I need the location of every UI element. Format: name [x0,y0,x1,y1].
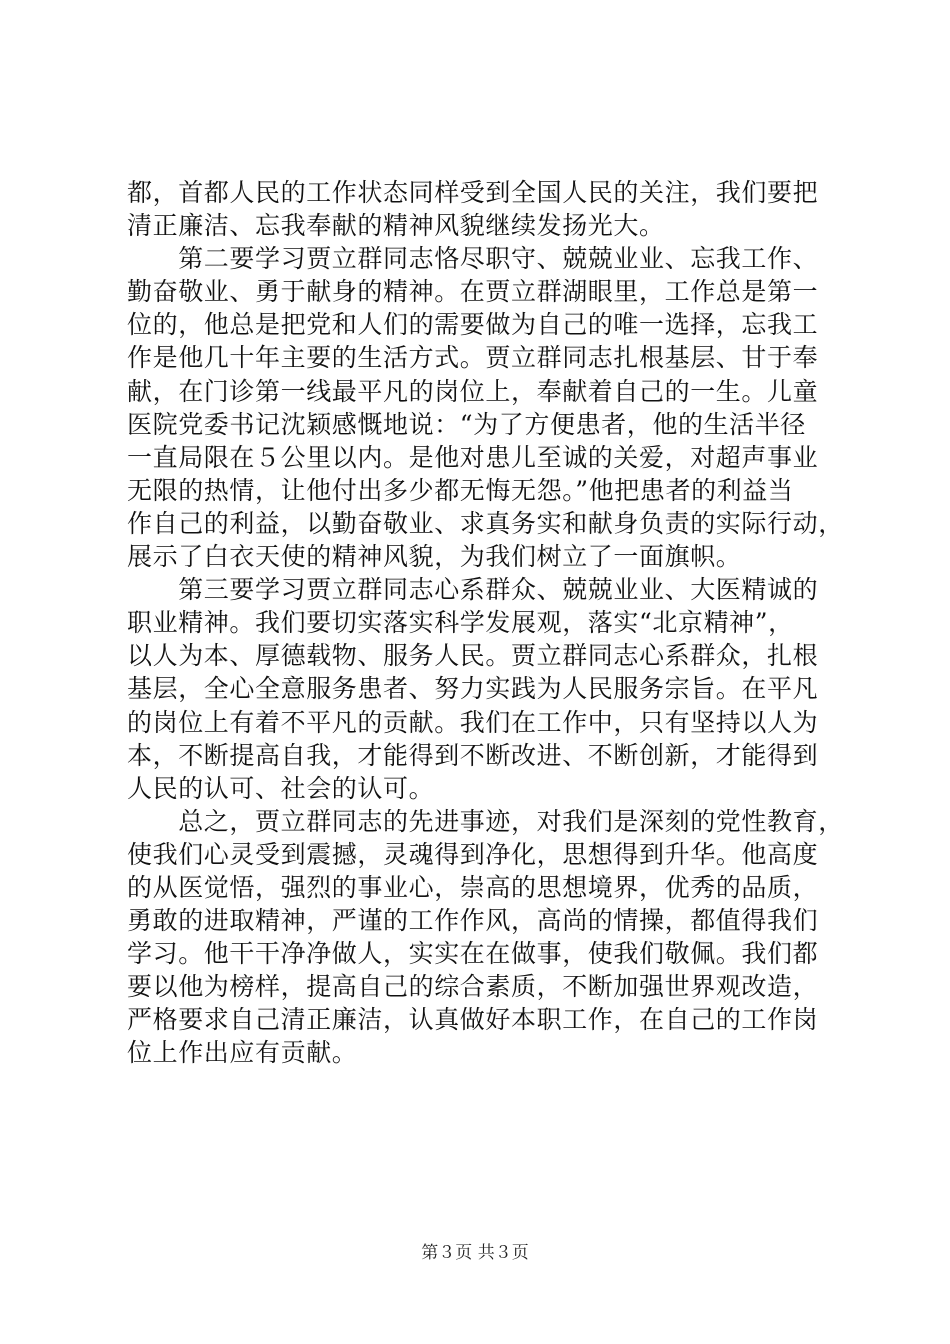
text-line: 第二要学习贾立群同志恪尽职守、兢兢业业、忘我工作、 [127,244,819,274]
text-line: 人民的认可、社会的认可。 [127,773,435,803]
text-line: 总之，贾立群同志的先进事迹，对我们是深刻的党性教育， [127,806,844,836]
text-line: 一直局限在５公里以内。是他对患儿至诚的关爱，对超声事业 [127,442,819,472]
text-line: 的岗位上有着不平凡的贡献。我们在工作中，只有坚持以人为 [127,707,819,737]
text-line: 作是他几十年主要的生活方式。贾立群同志扎根基层、甘于奉 [127,343,819,373]
document-body [127,176,842,1070]
text-line: 清正廉洁、忘我奉献的精神风貌继续发扬光大。 [127,211,665,241]
text-line: 献，在门诊第一线最平凡的岗位上，奉献着自己的一生。儿童 [127,376,819,406]
text-line: 展示了白衣天使的精神风貌，为我们树立了一面旗帜。 [127,542,742,572]
text-line: 本，不断提高自我，才能得到不断改进、不断创新，才能得到 [127,740,819,770]
text-line: 勤奋敬业、勇于献身的精神。在贾立群湖眼里，工作总是第一 [127,277,819,307]
text-line: 医院党委书记沈颖感慨地说：“为了方便患者，他的生活半径 [127,409,806,439]
text-line: 使我们心灵受到震撼，灵魂得到净化，思想得到升华。他高度 [127,839,819,869]
text-line: 严格要求自己清正廉洁，认真做好本职工作，在自己的工作岗 [127,1005,819,1035]
text-line: 要以他为榜样，提高自己的综合素质，不断加强世界观改造， [127,972,819,1002]
text-line: 职业精神。我们要切实落实科学发展观，落实“北京精神”， [127,608,794,638]
text-line: 学习。他干干净净做人，实实在在做事，使我们敬佩。我们都 [127,939,819,969]
text-line: 基层，全心全意服务患者、努力实践为人民服务宗旨。在平凡 [127,674,819,704]
text-line: 位上作出应有贡献。 [127,1038,358,1068]
page-footer: 第３页 共３页 [421,1243,529,1263]
text-line: 勇敢的进取精神，严谨的工作作风，高尚的情操，都值得我们 [127,906,819,936]
text-line: 作自己的利益，以勤奋敬业、求真务实和献身负责的实际行动， [127,508,844,538]
text-line: 的从医觉悟，强烈的事业心，崇高的思想境界，优秀的品质， [127,872,819,902]
text-line: 位的，他总是把党和人们的需要做为自己的唯一选择，忘我工 [127,310,819,340]
text-line: 第三要学习贾立群同志心系群众、兢兢业业、大医精诚的 [127,575,819,605]
text-line: 以人为本、厚德载物、服务人民。贾立群同志心系群众，扎根 [127,641,819,671]
text-line: 无限的热情，让他付出多少都无悔无怨。”他把患者的利益当 [127,475,794,505]
text-line: 都，首都人民的工作状态同样受到全国人民的关注，我们要把 [127,178,819,207]
